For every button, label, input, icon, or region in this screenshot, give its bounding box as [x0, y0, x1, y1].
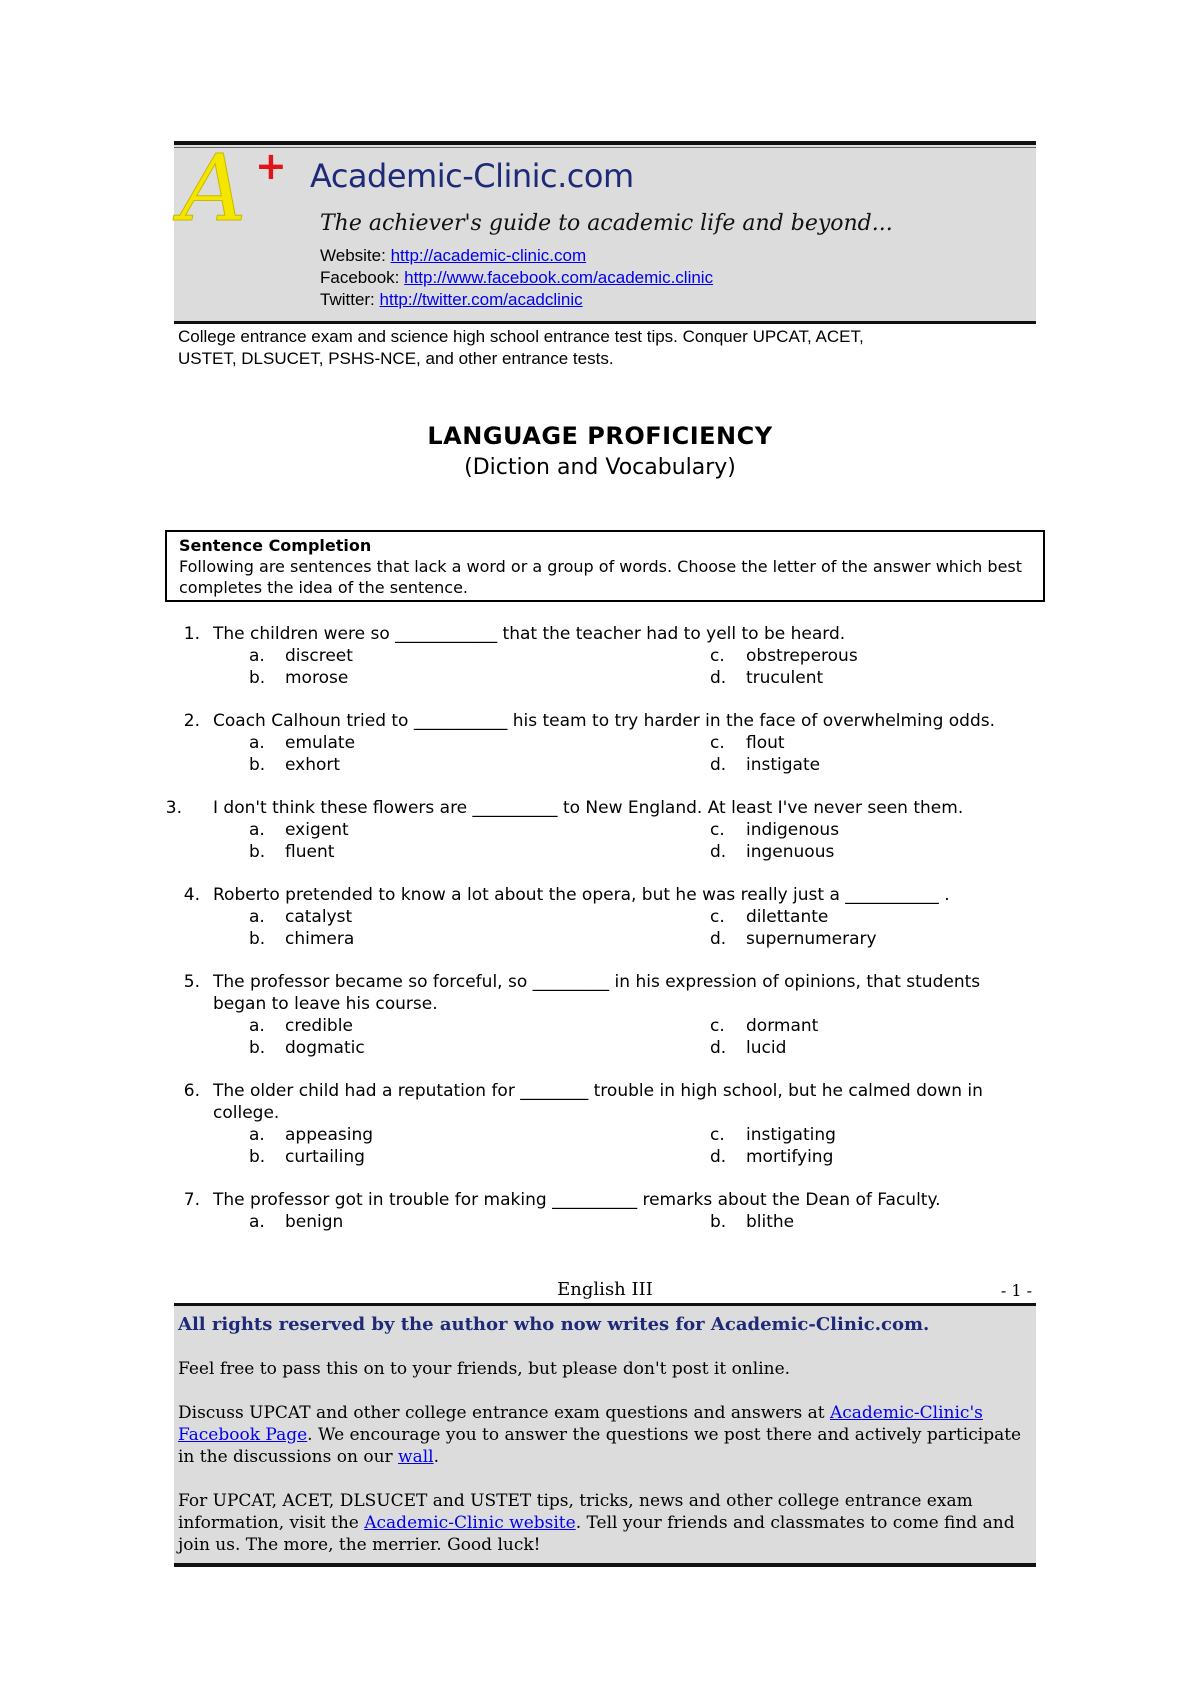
page-subtitle: (Diction and Vocabulary) [464, 455, 736, 480]
question-stem: The professor got in trouble for making __________ remarks about the Dean of Faculty. [213, 1190, 941, 1210]
option-letter: d. [710, 1038, 727, 1058]
question-stem: Coach Calhoun tried to ___________ his team to try harder in the face of overwhelming odds. [213, 711, 996, 731]
option-letter: b. [249, 929, 266, 949]
answer-options [0, 819, 1200, 863]
question-number: 2. [183, 711, 200, 731]
question-stem: Roberto pretended to know a lot about the opera, but he was really just a ___________ . [213, 885, 950, 905]
option-text: benign [285, 1212, 344, 1232]
facebook-link[interactable]: http://www.facebook.com/academic.clinic [404, 268, 714, 287]
question-number: 6. [183, 1081, 200, 1101]
discuss-notice [178, 1402, 1032, 1468]
option-text: emulate [285, 733, 356, 753]
page-footer [174, 1279, 1036, 1303]
option-row [0, 819, 1200, 841]
site-name: Academic-Clinic.com [310, 157, 634, 195]
option-text: mortifying [746, 1147, 834, 1167]
facebook-page-link[interactable]: Academic-Clinic's Facebook Page [178, 1403, 983, 1445]
option-text: truculent [746, 668, 824, 688]
option-letter: b. [249, 1147, 266, 1167]
intro-text [178, 326, 1038, 370]
banner-rule [174, 147, 1036, 148]
tips-text-1: For UPCAT, ACET, DLSUCET and USTET tips, tricks, news and other college entrance exam information, visit the [178, 1491, 973, 1533]
facebook-line [320, 267, 713, 289]
page-number: - 1 - [1000, 1281, 1032, 1300]
question-item [0, 1080, 1200, 1168]
question-item [0, 797, 1200, 863]
option-text: obstreperous [746, 646, 858, 666]
answer-options [0, 906, 1200, 950]
option-row [0, 1211, 1200, 1233]
question-stem: The older child had a reputation for ________ trouble in high school, but he calmed down in college. [213, 1081, 983, 1123]
option-row [0, 1015, 1200, 1037]
intro-line-2: USTET, DLSUCET, PSHS-NCE, and other entrance tests. [178, 349, 614, 368]
tips-text-2: . Tell your friends and classmates to come find and join us. The more, the merrier. Good luck! [178, 1513, 1015, 1555]
option-text: morose [285, 668, 349, 688]
tips-notice [178, 1490, 1032, 1556]
option-row [0, 841, 1200, 863]
option-text: chimera [285, 929, 355, 949]
option-text: blithe [746, 1212, 795, 1232]
option-row [0, 1146, 1200, 1168]
website-link-footer[interactable]: Academic-Clinic website [364, 1513, 576, 1533]
tagline: The achiever's guide to academic life and beyond... [320, 211, 893, 236]
option-text: dormant [746, 1016, 819, 1036]
option-letter: b. [249, 1038, 266, 1058]
notice-box [174, 1303, 1036, 1567]
facebook-label: Facebook: [320, 268, 405, 287]
website-line [320, 245, 713, 267]
option-text: exigent [285, 820, 349, 840]
option-text: discreet [285, 646, 353, 666]
option-row [0, 1124, 1200, 1146]
option-letter: b. [249, 842, 266, 862]
option-text: flout [746, 733, 785, 753]
question-number: 4. [183, 885, 200, 905]
academic-clinic-logo [180, 135, 287, 245]
share-notice: Feel free to pass this on to your friends, but please don't post it online. [178, 1359, 791, 1379]
option-letter: d. [710, 842, 727, 862]
option-row [0, 732, 1200, 754]
option-text: supernumerary [746, 929, 877, 949]
question-number: 5. [183, 972, 200, 992]
option-text: curtailing [285, 1147, 365, 1167]
option-letter: a. [249, 733, 265, 753]
question-stem: The children were so ____________ that the teacher had to yell to be heard. [213, 624, 846, 644]
question-item [0, 884, 1200, 950]
question-list [0, 623, 1200, 1254]
question-item [0, 710, 1200, 776]
option-row [0, 645, 1200, 667]
option-text: exhort [285, 755, 341, 775]
contact-links [320, 245, 713, 311]
intro-line-1: College entrance exam and science high school entrance test tips. Conquer UPCAT, ACET, [178, 327, 864, 346]
question-item [0, 623, 1200, 689]
option-text: ingenuous [746, 842, 835, 862]
option-letter: a. [249, 646, 265, 666]
option-letter: c. [710, 733, 725, 753]
option-letter: a. [249, 1125, 265, 1145]
option-letter: d. [710, 755, 727, 775]
option-letter: a. [249, 907, 265, 927]
page-title: LANGUAGE PROFICIENCY [427, 422, 773, 450]
option-row [0, 928, 1200, 950]
logo-a-letter: A [180, 135, 247, 242]
option-text: catalyst [285, 907, 353, 927]
question-number: 1. [183, 624, 200, 644]
option-text: instigate [746, 755, 821, 775]
option-letter: b. [249, 668, 266, 688]
twitter-label: Twitter: [320, 290, 380, 309]
header-banner [174, 135, 1036, 324]
option-text: credible [285, 1016, 353, 1036]
answer-options [0, 1124, 1200, 1168]
option-row [0, 906, 1200, 928]
option-letter: c. [710, 1016, 725, 1036]
option-letter: d. [710, 929, 727, 949]
instructions-heading: Sentence Completion [179, 536, 372, 555]
option-text: lucid [746, 1038, 787, 1058]
discuss-text-1: Discuss UPCAT and other college entrance exam questions and answers at [178, 1403, 830, 1423]
answer-options [0, 1211, 1200, 1233]
question-item [0, 1189, 1200, 1233]
wall-link[interactable]: wall [398, 1447, 434, 1467]
option-text: fluent [285, 842, 335, 862]
option-text: indigenous [746, 820, 840, 840]
option-letter: a. [249, 1212, 265, 1232]
footer-course: English III [557, 1279, 653, 1300]
instructions-body: Following are sentences that lack a word or a group of words. Choose the letter of the answer which best completes the idea of the sentence. [179, 557, 1023, 597]
option-letter: c. [710, 646, 725, 666]
question-number: 3. [165, 798, 182, 818]
question-stem: The professor became so forceful, so _________ in his expression of opinions, that students began to leave his course. [213, 972, 981, 1014]
answer-options [0, 645, 1200, 689]
option-text: instigating [746, 1125, 836, 1145]
option-text: dogmatic [285, 1038, 365, 1058]
option-text: dilettante [746, 907, 829, 927]
option-letter: c. [710, 1125, 725, 1145]
option-text: appeasing [285, 1125, 374, 1145]
twitter-link[interactable]: http://twitter.com/acadclinic [379, 290, 583, 309]
answer-options [0, 1015, 1200, 1059]
option-letter: d. [710, 1147, 727, 1167]
option-letter: b. [710, 1212, 727, 1232]
logo-plus-icon: + [255, 144, 287, 188]
option-letter: d. [710, 668, 727, 688]
option-row [0, 1037, 1200, 1059]
option-letter: c. [710, 907, 725, 927]
question-item [0, 971, 1200, 1059]
answer-options [0, 732, 1200, 776]
question-stem: I don't think these flowers are __________ to New England. At least I've never seen them. [213, 798, 964, 818]
option-letter: a. [249, 1016, 265, 1036]
website-link[interactable]: http://academic-clinic.com [390, 246, 587, 265]
rights-notice: All rights reserved by the author who now writes for Academic-Clinic.com. [178, 1314, 930, 1335]
discuss-text-3: . [433, 1447, 440, 1467]
discuss-text-2: . We encourage you to answer the questions we post there and actively participate in the discussions on our [178, 1425, 1022, 1467]
option-row [0, 667, 1200, 689]
option-row [0, 754, 1200, 776]
option-letter: c. [710, 820, 725, 840]
website-label: Website: [320, 246, 391, 265]
question-number: 7. [183, 1190, 200, 1210]
option-letter: a. [249, 820, 265, 840]
instructions-box [165, 530, 1045, 602]
twitter-line [320, 289, 713, 311]
option-letter: b. [249, 755, 266, 775]
